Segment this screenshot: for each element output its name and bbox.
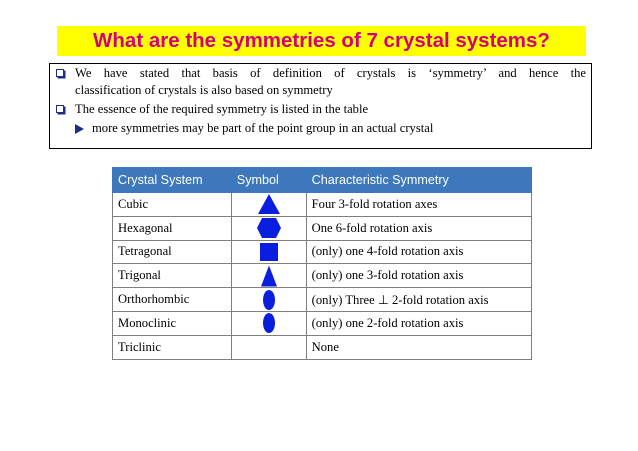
table-row bbox=[113, 311, 532, 335]
header-characteristic-symmetry: Characteristic Symmetry bbox=[306, 168, 531, 193]
symbol-cell-empty bbox=[231, 335, 306, 359]
symbol-cell bbox=[231, 311, 306, 335]
table-row bbox=[113, 216, 532, 240]
symmetry-cell: Four 3-fold rotation axes bbox=[306, 193, 531, 217]
crystal-system-cell: Trigonal bbox=[113, 264, 232, 288]
table-row bbox=[113, 264, 532, 288]
ellipse-icon bbox=[263, 290, 275, 310]
symbol-cell bbox=[231, 264, 306, 288]
symbol-cell bbox=[231, 288, 306, 312]
bullet-2-text: The essence of the required symmetry is listed in the table bbox=[75, 102, 369, 116]
triangle-icon bbox=[258, 194, 280, 214]
symmetry-cell: (only) one 3-fold rotation axis bbox=[306, 264, 531, 288]
symbol-cell bbox=[231, 193, 306, 217]
header-symbol: Symbol bbox=[231, 168, 306, 193]
crystal-system-cell: Tetragonal bbox=[113, 240, 232, 264]
bullet-1-line-1: We have stated that basis of definition of crystals is ‘symmetry’ and hence the bbox=[75, 66, 586, 80]
symbol-cell bbox=[231, 216, 306, 240]
sub-bullet-text: more symmetries may be part of the point group in an actual crystal bbox=[92, 121, 434, 135]
crystal-system-cell: Hexagonal bbox=[113, 216, 232, 240]
crystal-system-cell: Orthorhombic bbox=[113, 288, 232, 312]
hexagon-icon bbox=[257, 218, 281, 238]
table-row bbox=[113, 193, 532, 217]
symmetry-cell: None bbox=[306, 335, 531, 359]
triangle-icon bbox=[261, 265, 277, 286]
symmetry-cell: One 6-fold rotation axis bbox=[306, 216, 531, 240]
table-header-row bbox=[113, 168, 532, 193]
arrow-bullet-icon bbox=[75, 124, 84, 134]
title-banner bbox=[57, 26, 586, 56]
square-icon bbox=[260, 243, 278, 261]
ellipse-icon bbox=[263, 313, 275, 333]
symmetry-cell: (only) Three ⊥ 2-fold rotation axis bbox=[306, 288, 531, 312]
table-row bbox=[113, 335, 532, 359]
crystal-system-cell: Monoclinic bbox=[113, 311, 232, 335]
bullet-box bbox=[49, 63, 592, 149]
page-title: What are the symmetries of 7 crystal systems? bbox=[93, 29, 550, 52]
square-bullet-icon bbox=[56, 105, 64, 113]
table-row bbox=[113, 288, 532, 312]
header-crystal-system: Crystal System bbox=[113, 168, 232, 193]
symbol-cell bbox=[231, 240, 306, 264]
symmetry-cell: (only) one 4-fold rotation axis bbox=[306, 240, 531, 264]
square-bullet-icon bbox=[56, 69, 64, 77]
table-row bbox=[113, 240, 532, 264]
symmetry-cell: (only) one 2-fold rotation axis bbox=[306, 311, 531, 335]
crystal-systems-table bbox=[112, 167, 532, 360]
crystal-system-cell: Cubic bbox=[113, 193, 232, 217]
crystal-system-cell: Triclinic bbox=[113, 335, 232, 359]
bullet-1-line-2: classification of crystals is also based on symmetry bbox=[75, 83, 333, 97]
